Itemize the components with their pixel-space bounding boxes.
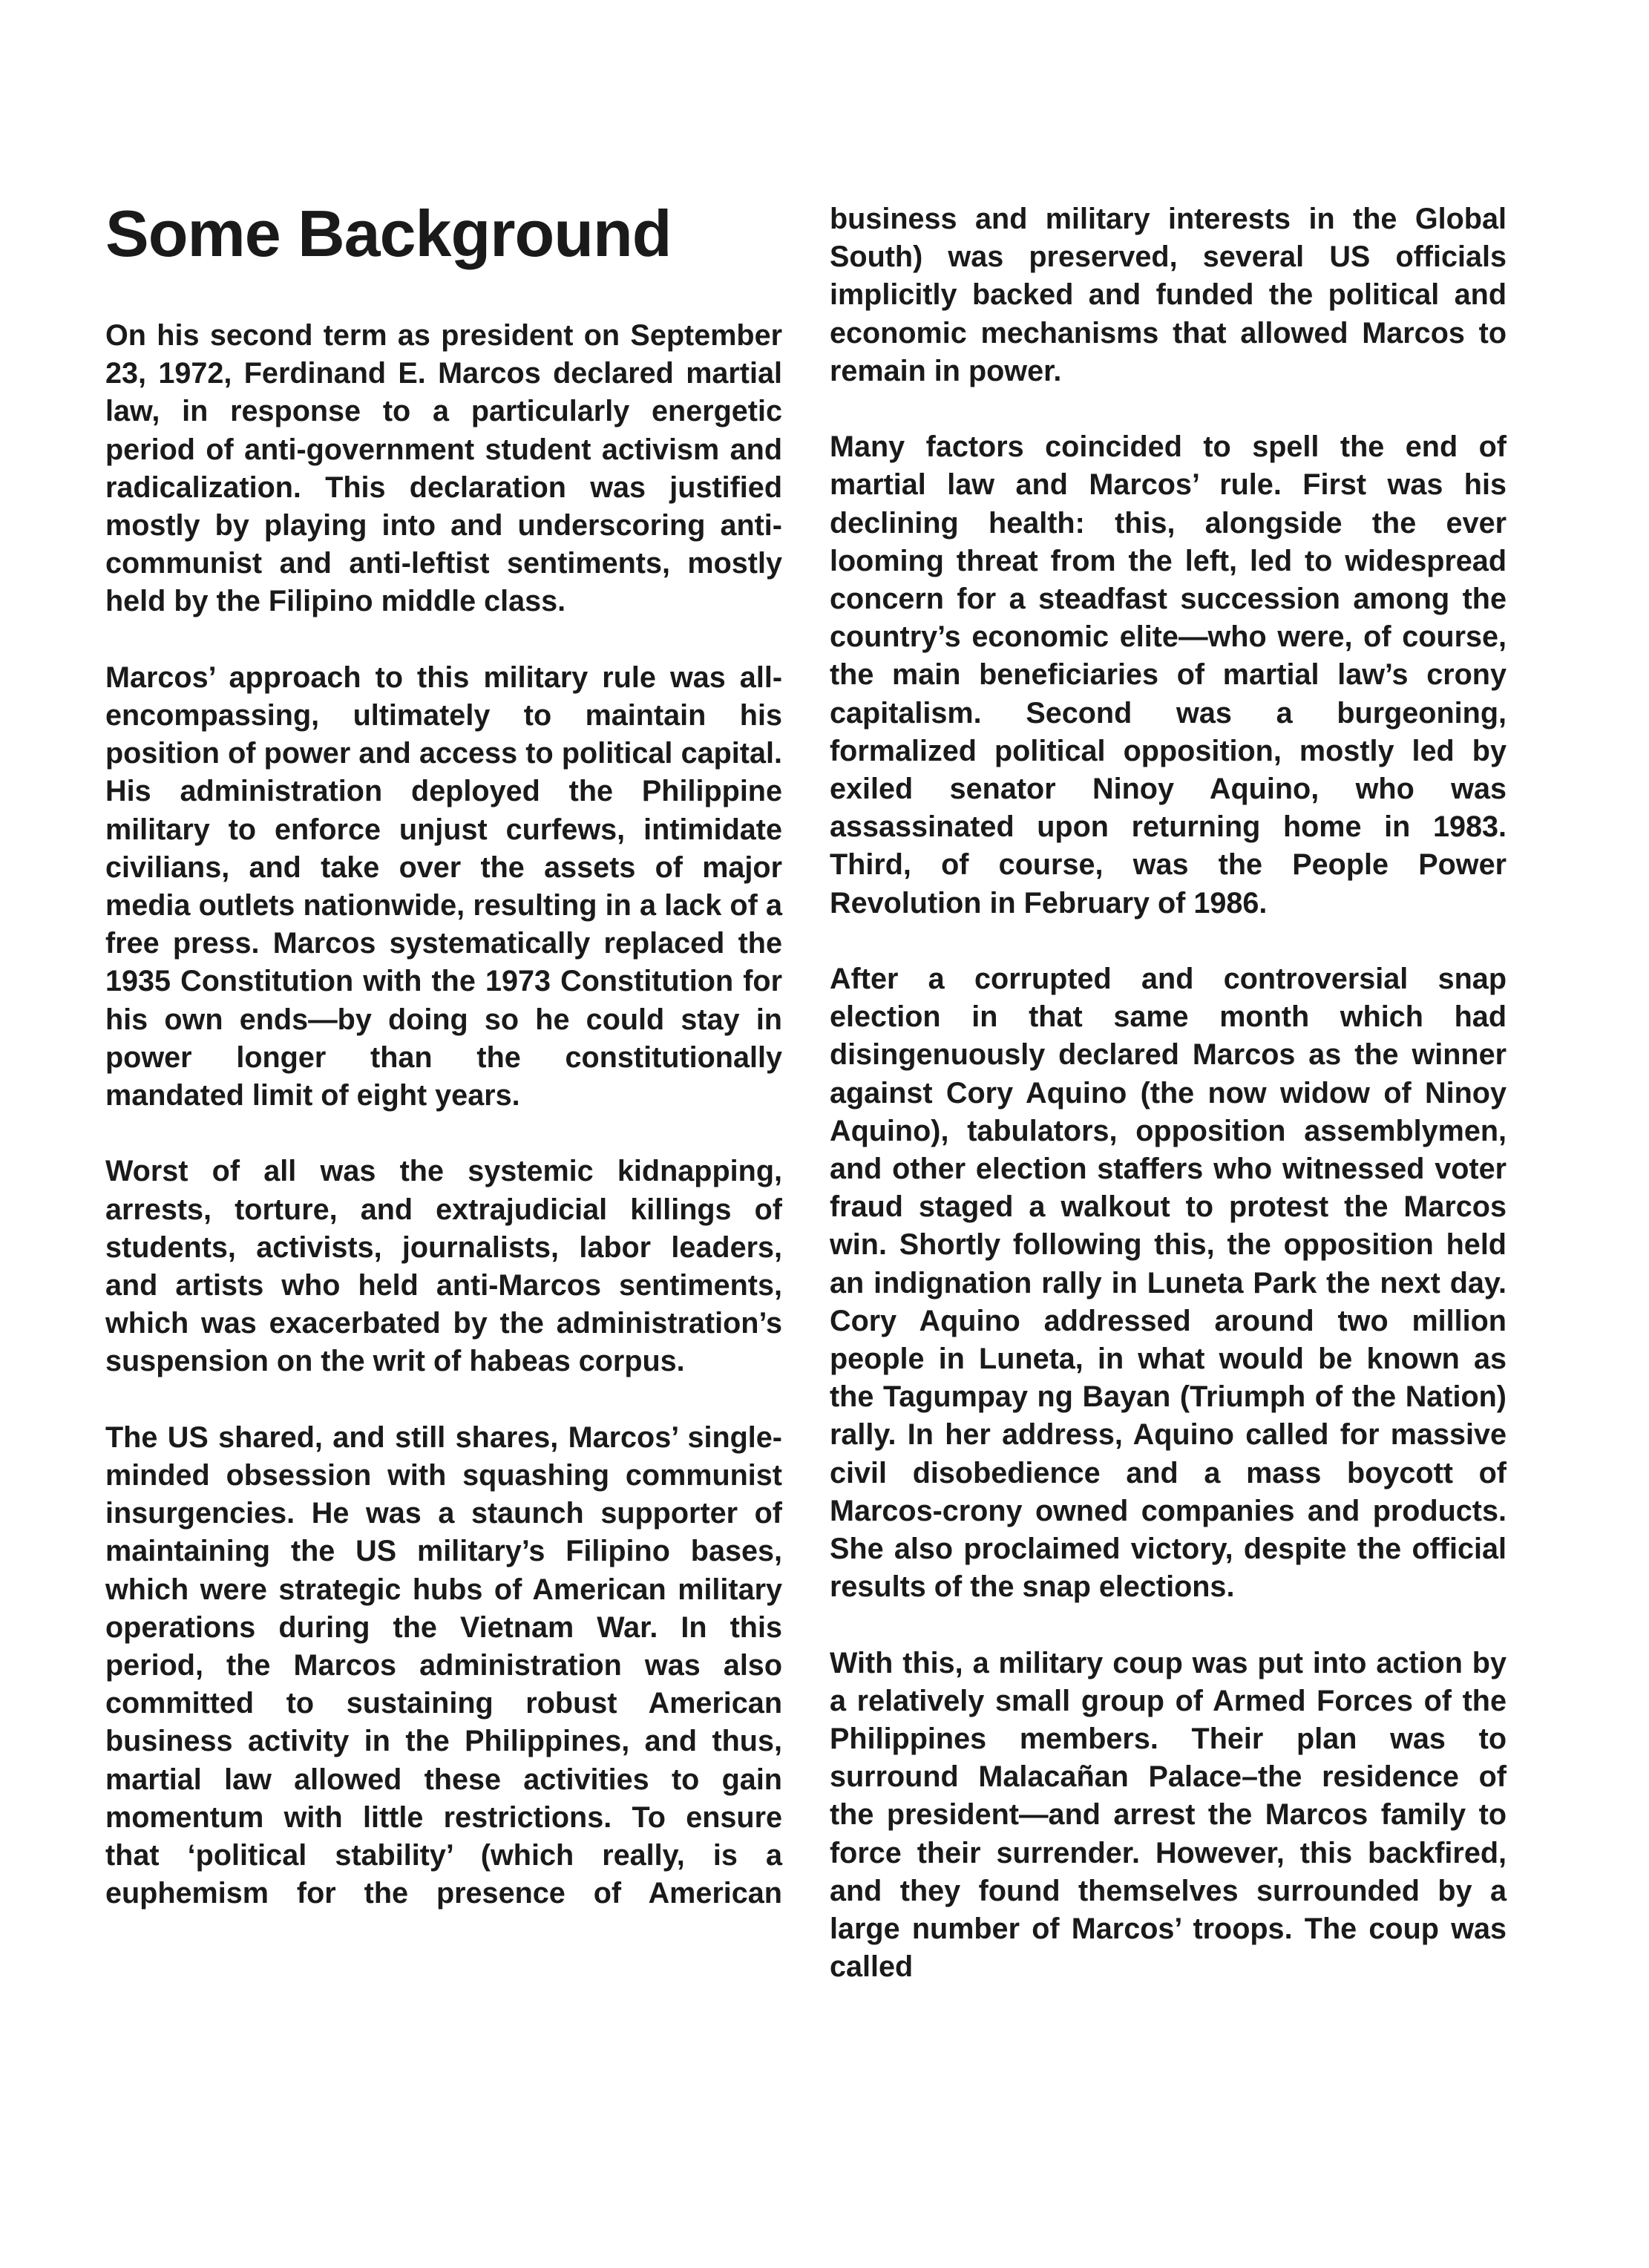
paragraph: Worst of all was the systemic kidnapping, arrests, torture, and extrajudicial killings of students, activists, journalists, labor leaders, and artists who held anti-Marcos sentiments, which was exacerbated by the administration’s suspension on the writ of habeas corpus. xyxy=(105,1155,782,1378)
paragraph: Many factors coincided to spell the end of martial law and Marcos’ rule. First was his declining health: this, alongside the ever looming threat from the left, led to widespread concern for a steadfast succession among the country’s economic elite—who were, of course, the main beneficiaries of martial law’s crony capitalism. Second was a burgeoning, formalized political opposition, mostly led by exiled senator Ninoy Aquino, who was assassinated upon returning home in 1983. Third, of course, was the People Power Revolution in February of 1986. xyxy=(830,430,1507,920)
right-column xyxy=(830,200,1507,1987)
paragraph: On his second term as president on September 23, 1972, Ferdinand E. Marcos declared martial law, in response to a particularly energetic period of anti-government student activism and radicalization. This declaration was justified mostly by playing into and underscoring anti-communist and anti-leftist sentiments, mostly held by the Filipino middle class. xyxy=(105,319,782,618)
paragraph: business and military interests in the Global South) was preserved, several US officials implicitly backed and funded the political and economic mechanisms that allowed Marcos to remain in power. xyxy=(830,203,1507,387)
left-column xyxy=(105,193,782,1913)
paragraph: Marcos’ approach to this military rule was all-encompassing, ultimately to maintain his position of power and access to political capital. His administration deployed the Philippine military to enforce unjust curfews, intimidate civilians, and take over the assets of major media outlets nationwide, resulting in a lack of a free press. Marcos systematically replaced the 1935 Constitution with the 1973 Constitution for his own ends—by doing so he could stay in power longer than the constitutionally mandated limit of eight years. xyxy=(105,661,782,1112)
page-title: Some Background xyxy=(105,197,672,270)
paragraph: The US shared, and still shares, Marcos’ single-minded obsession with squashing communist insurgencies. He was a staunch supporter of maintaining the US military’s Filipino bases, which were strategic hubs of American military operations during the Vietnam War. In this period, the Marcos administration was also committed to sustaining robust American business activity in the Philippines, and thus, martial law allowed these activities to gain momentum with little restrictions. To ensure that ‘political stability’ (which really, is a euphemism for the presence of American xyxy=(105,1420,782,1910)
paragraph: With this, a military coup was put into action by a relatively small group of Armed Forces of the Philippines members. Their plan was to surround Malacañan Palace–the residence of the president—and arrest the Marcos family to force their surrender. However, this backfired, and they found themselves surrounded by a large number of Marcos’ troops. The coup was called xyxy=(830,1646,1507,1984)
paragraph: After a corrupted and controversial snap election in that same month which had disingenuously declared Marcos as the winner against Cory Aquino (the now widow of Ninoy Aquino), tabulators, opposition assemblymen, and other election staffers who witnessed voter fraud staged a walkout to protest the Marcos win. Shortly following this, the opposition held an indignation rally in Luneta Park the next day. Cory Aquino addressed around two million people in Luneta, in what would be known as the Tagumpay ng Bayan (Triumph of the Nation) rally. In her address, Aquino called for massive civil disobedience and a mass boycott of Marcos-crony owned companies and products. She also proclaimed victory, despite the official results of the snap elections. xyxy=(830,963,1507,1604)
